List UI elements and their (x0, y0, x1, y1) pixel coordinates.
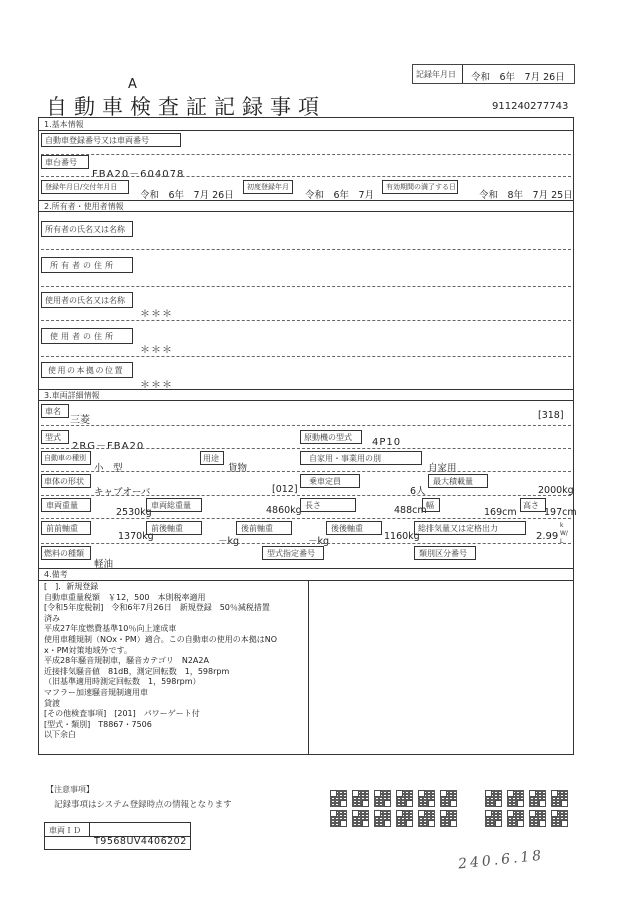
private-value: 自家用 (428, 463, 457, 474)
user-name-value: ＊＊＊ (140, 309, 173, 320)
page-title: 自動車検査証記録事項 (46, 95, 326, 119)
remarks-list (44, 582, 277, 741)
kind-value: 小 型 (94, 463, 123, 474)
max-load-label: 最大積載量 (433, 477, 473, 486)
make-code: [318] (538, 410, 564, 421)
make-label: 車名 (45, 407, 61, 416)
section-basic-title: 1.基本情報 (44, 120, 84, 129)
base-value: ＊＊＊ (140, 380, 173, 391)
disp-label: 総排気量又は定格出力 (418, 524, 498, 533)
disp-unit: kW/L (560, 522, 568, 545)
reg-number-label: 自動車登録番号又は車両番号 (45, 136, 149, 145)
notes-label: 【注意事項】 (46, 785, 94, 794)
engine-label-box (300, 430, 362, 444)
first-reg-label-box (243, 180, 293, 194)
owner-name-label-box (41, 221, 133, 237)
remark-line: 平成28年騒音規制車，騒音カテゴリ N2A2A (44, 656, 209, 666)
gross-value: 4860kg (266, 505, 302, 516)
notes-text: 記録事項はシステム登録時点の情報となります (54, 800, 232, 810)
user-name-label: 使用者の氏名又は名称 (45, 296, 125, 305)
engine-label: 原動機の型式 (304, 433, 352, 442)
remark-line: 済み (44, 613, 60, 623)
remark-line: [型式・類別] T8867・7506 (44, 719, 152, 729)
qr-code-icon (396, 810, 413, 827)
ff-value: 1370kg (118, 531, 154, 542)
qr-code-icon (418, 810, 435, 827)
weight-label: 車両重量 (46, 501, 78, 510)
remark-line: 貸渡 (44, 698, 60, 708)
qr-code-icon (485, 810, 502, 827)
owner-addr-label-box (41, 257, 133, 273)
chassis-number: FBA20－604078 (92, 169, 185, 180)
qr-code-icon (330, 790, 347, 807)
owner-addr-label: 所有者の住所 (50, 261, 116, 270)
remarks-divider (308, 580, 309, 755)
engine-value: 4P10 (372, 437, 402, 448)
length-value: 488cm (394, 505, 427, 516)
qr-code-icon (551, 810, 568, 827)
gross-label-box (146, 498, 202, 512)
private-label: 自家用・事業用の別 (309, 454, 381, 463)
shape-label: 車体の形状 (44, 477, 84, 486)
max-load-value: 2000kg (538, 485, 574, 496)
remark-line: 以下余白 (44, 730, 76, 740)
expiry-label: 有効期間の満了する日 (386, 183, 456, 191)
vehicle-id-label: 車両ＩＤ (49, 826, 81, 835)
gross-label: 車両総重量 (151, 501, 191, 510)
qr-code-icon (529, 810, 546, 827)
remark-line: 平成27年度燃費基準10％向上達成車 (44, 624, 177, 634)
reg-date-label: 登録年月日/交付年月日 (45, 183, 118, 191)
remark-line: [その他検査事項] [201] パワーゲート付 (44, 709, 200, 719)
user-name-label-box (41, 292, 133, 308)
make-label-box (41, 404, 69, 418)
shape-value: キャブオーバ (94, 487, 151, 498)
record-date-label: 記録年月日 (416, 70, 456, 79)
model-label: 型式 (45, 433, 61, 442)
user-addr-label: 使用者の住所 (50, 332, 116, 341)
section-remarks-title: 4.備考 (44, 570, 68, 579)
handwritten-date: 240.6.18 (457, 847, 545, 873)
section-vehicle-title: 3.車両詳細情報 (44, 391, 100, 400)
remark-line: マフラー加速騒音規制適用車 (44, 687, 148, 697)
width-label: 幅 (426, 501, 434, 510)
ff-label-box (41, 521, 91, 535)
capacity-label: 乗車定員 (309, 477, 341, 486)
model-label-box (41, 430, 69, 444)
user-addr-label-box (41, 328, 133, 344)
width-label-box (422, 498, 440, 512)
weight-label-box (41, 498, 91, 512)
remark-line: x・PM対策地域外です。 (44, 645, 132, 655)
disp-label-box (414, 521, 526, 535)
form-mark: A (128, 77, 137, 92)
rf-value: －kg (308, 536, 330, 547)
height-label-box (520, 498, 546, 512)
fr-value: －kg (218, 536, 240, 547)
record-date-value: 令和 6年 7月 26日 (471, 72, 565, 83)
class-num-label-box (414, 546, 476, 560)
qr-code-icon (529, 790, 546, 807)
model-value: 2RG－FBA20 (72, 441, 145, 452)
capacity-value: 6人 (410, 486, 426, 497)
weight-value: 2530kg (116, 507, 152, 518)
reg-date-value: 令和 6年 7月 26日 (140, 190, 234, 201)
shape-label-box (41, 474, 91, 488)
rf-label: 後前軸重 (241, 524, 273, 533)
length-label: 長さ (305, 501, 321, 510)
capacity-label-box (300, 474, 360, 488)
private-label-box (300, 451, 422, 465)
fuel-label: 燃料の種類 (44, 549, 84, 558)
qr-code-icon (485, 790, 502, 807)
section-owner-title: 2.所有者・使用者情報 (44, 202, 124, 211)
remark-line: （旧基準適用時測定回転数 1，598rpm） (44, 677, 201, 687)
length-label-box (300, 498, 356, 512)
reg-date-label-box (41, 180, 129, 194)
class-num-label: 類別区分番号 (419, 549, 467, 558)
qr-code-icon (352, 790, 369, 807)
remark-line: 自動車重量税額 ￥12，500 本則税率適用 (44, 592, 206, 602)
vehicle-id-value: T9568UV4406202 (94, 836, 187, 847)
remark-line: 使用車種規制（NOx・PM）適合。この自動車の使用の本拠はNO (44, 634, 278, 644)
rr-value: 1160kg (384, 531, 420, 542)
owner-name-label: 所有者の氏名又は名称 (45, 225, 125, 234)
disp-value: 2.99 (536, 531, 559, 542)
first-reg-label: 初度登録年月 (247, 183, 289, 191)
remark-line: [令和5年度税制] 令和6年7月26日 新規登録 50％減税措置 (44, 603, 270, 613)
qr-code-icon (551, 790, 568, 807)
chassis-label-box (41, 155, 89, 169)
type-num-label: 型式指定番号 (267, 549, 315, 558)
qr-code-icon (418, 790, 435, 807)
expiry-value: 令和 8年 7月 25日 (479, 190, 573, 201)
remark-line: [ ]．新規登録 (44, 582, 99, 591)
qr-code-icon (440, 790, 457, 807)
rr-label-box (326, 521, 382, 535)
type-num-label-box (262, 546, 324, 560)
fr-label-box (146, 521, 202, 535)
first-reg-value: 令和 6年 7月 (305, 190, 375, 201)
qr-code-icon (374, 790, 391, 807)
qr-code-icon (374, 810, 391, 827)
record-date-box (412, 64, 575, 84)
chassis-label: 車台番号 (45, 158, 77, 167)
user-addr-value: ＊＊＊ (140, 345, 173, 356)
use-value: 貨物 (228, 463, 248, 474)
ff-label: 前前軸重 (46, 524, 78, 533)
expiry-label-box (382, 180, 458, 194)
use-label-box (200, 451, 224, 465)
remark-line: 近接排気騒音値 81dB，測定回転数 1，598rpm (44, 666, 230, 676)
qr-code-icon (507, 810, 524, 827)
fuel-label-box (41, 546, 91, 560)
qr-code-icon (352, 810, 369, 827)
width-value: 169cm (484, 507, 517, 518)
rf-label-box (236, 521, 292, 535)
fuel-value: 軽油 (94, 559, 114, 570)
height-label: 高さ (523, 501, 539, 510)
kind-label-box (41, 451, 91, 465)
kind-label: 自動車の種別 (44, 454, 86, 462)
qr-code-icon (330, 810, 347, 827)
reg-number-label-box (41, 133, 181, 147)
document-number: 911240277743 (492, 101, 569, 112)
use-label: 用途 (203, 454, 219, 463)
base-label: 使用の本拠の位置 (48, 366, 124, 375)
qr-code-icon (396, 790, 413, 807)
qr-code-icon (507, 790, 524, 807)
shape-code: [012] (272, 484, 298, 495)
base-label-box (41, 362, 133, 378)
qr-code-icon (440, 810, 457, 827)
height-value: 197cm (544, 507, 577, 518)
fr-label: 前後軸重 (151, 524, 183, 533)
rr-label: 後後軸重 (331, 524, 363, 533)
max-load-label-box (428, 474, 488, 488)
make-value: 三菱 (70, 415, 90, 426)
